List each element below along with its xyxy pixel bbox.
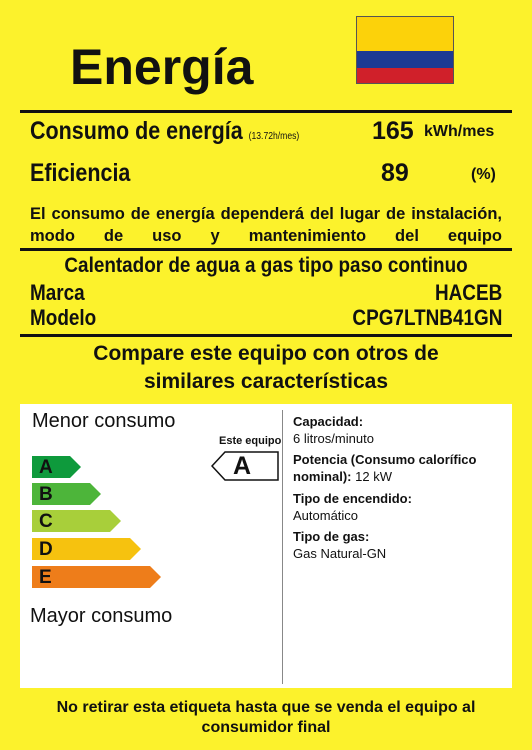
potencia-value: 12 kW (355, 469, 392, 484)
colombia-flag-icon (356, 16, 454, 84)
este-equipo-indicator (211, 451, 279, 481)
consumo-sub: (13.72h/mes) (248, 131, 300, 142)
divider (20, 248, 512, 251)
modelo-value: CPG7LTNB41GN (352, 305, 502, 330)
compare-line1: Compare este equipo con otros de (93, 342, 439, 365)
label-title: Energía (70, 39, 254, 95)
encendido-value: Automático (293, 508, 359, 523)
class-bar-b-letter: B (39, 484, 53, 505)
eficiencia-unit: (%) (471, 166, 496, 183)
gas-value: Gas Natural-GN (293, 546, 387, 561)
consumo-label: Consumo de energía (13.72h/mes) (30, 117, 300, 145)
potencia-label-1: Potencia (Consumo calorífico (293, 452, 477, 467)
divider (20, 110, 512, 113)
mayor-consumo-label: Mayor consumo (30, 605, 173, 627)
eficiencia-value: 89 (381, 159, 409, 187)
capacidad-label: Capacidad: (293, 414, 364, 429)
este-equipo-label: Este equipo (219, 435, 282, 447)
consumo-value: 165 (372, 117, 414, 145)
modelo-label: Modelo (30, 305, 97, 330)
flag-blue-stripe (357, 51, 453, 68)
product-name-wrap (20, 254, 512, 278)
capacidad-value: 6 litros/minuto (293, 431, 374, 446)
compare-line2: similares características (143, 370, 388, 393)
flag-red-stripe (357, 68, 453, 84)
este-equipo-class: A (233, 452, 252, 480)
class-bar-e-letter: E (39, 567, 52, 588)
footer-notice: No retirar esta etiqueta hasta que se venda el equipo al consumidor final (56, 699, 476, 736)
consumo-unit: kWh/mes (424, 123, 495, 140)
marca-label: Marca (30, 280, 85, 305)
menor-consumo-label: Menor consumo (32, 410, 176, 432)
encendido-label: Tipo de encendido: (293, 491, 412, 506)
marca-value: HACEB (434, 280, 502, 305)
potencia-label-2: nominal): 12 kW (293, 469, 392, 484)
gas-label: Tipo de gas: (293, 529, 370, 544)
product-name: Calentador de agua a gas tipo paso continuo (64, 254, 468, 277)
panel-divider (282, 410, 283, 684)
class-bar-a-letter: A (39, 457, 53, 478)
divider (20, 334, 512, 337)
class-bar-c-letter: C (39, 511, 53, 532)
flag-yellow-stripe (357, 17, 453, 51)
class-bar-d-letter: D (39, 539, 53, 560)
consumption-note: El consumo de energía dependerá del lugar de instalación, modo de uso y mantenimiento del equipo (30, 205, 502, 245)
eficiencia-label: Eficiencia (30, 159, 131, 187)
